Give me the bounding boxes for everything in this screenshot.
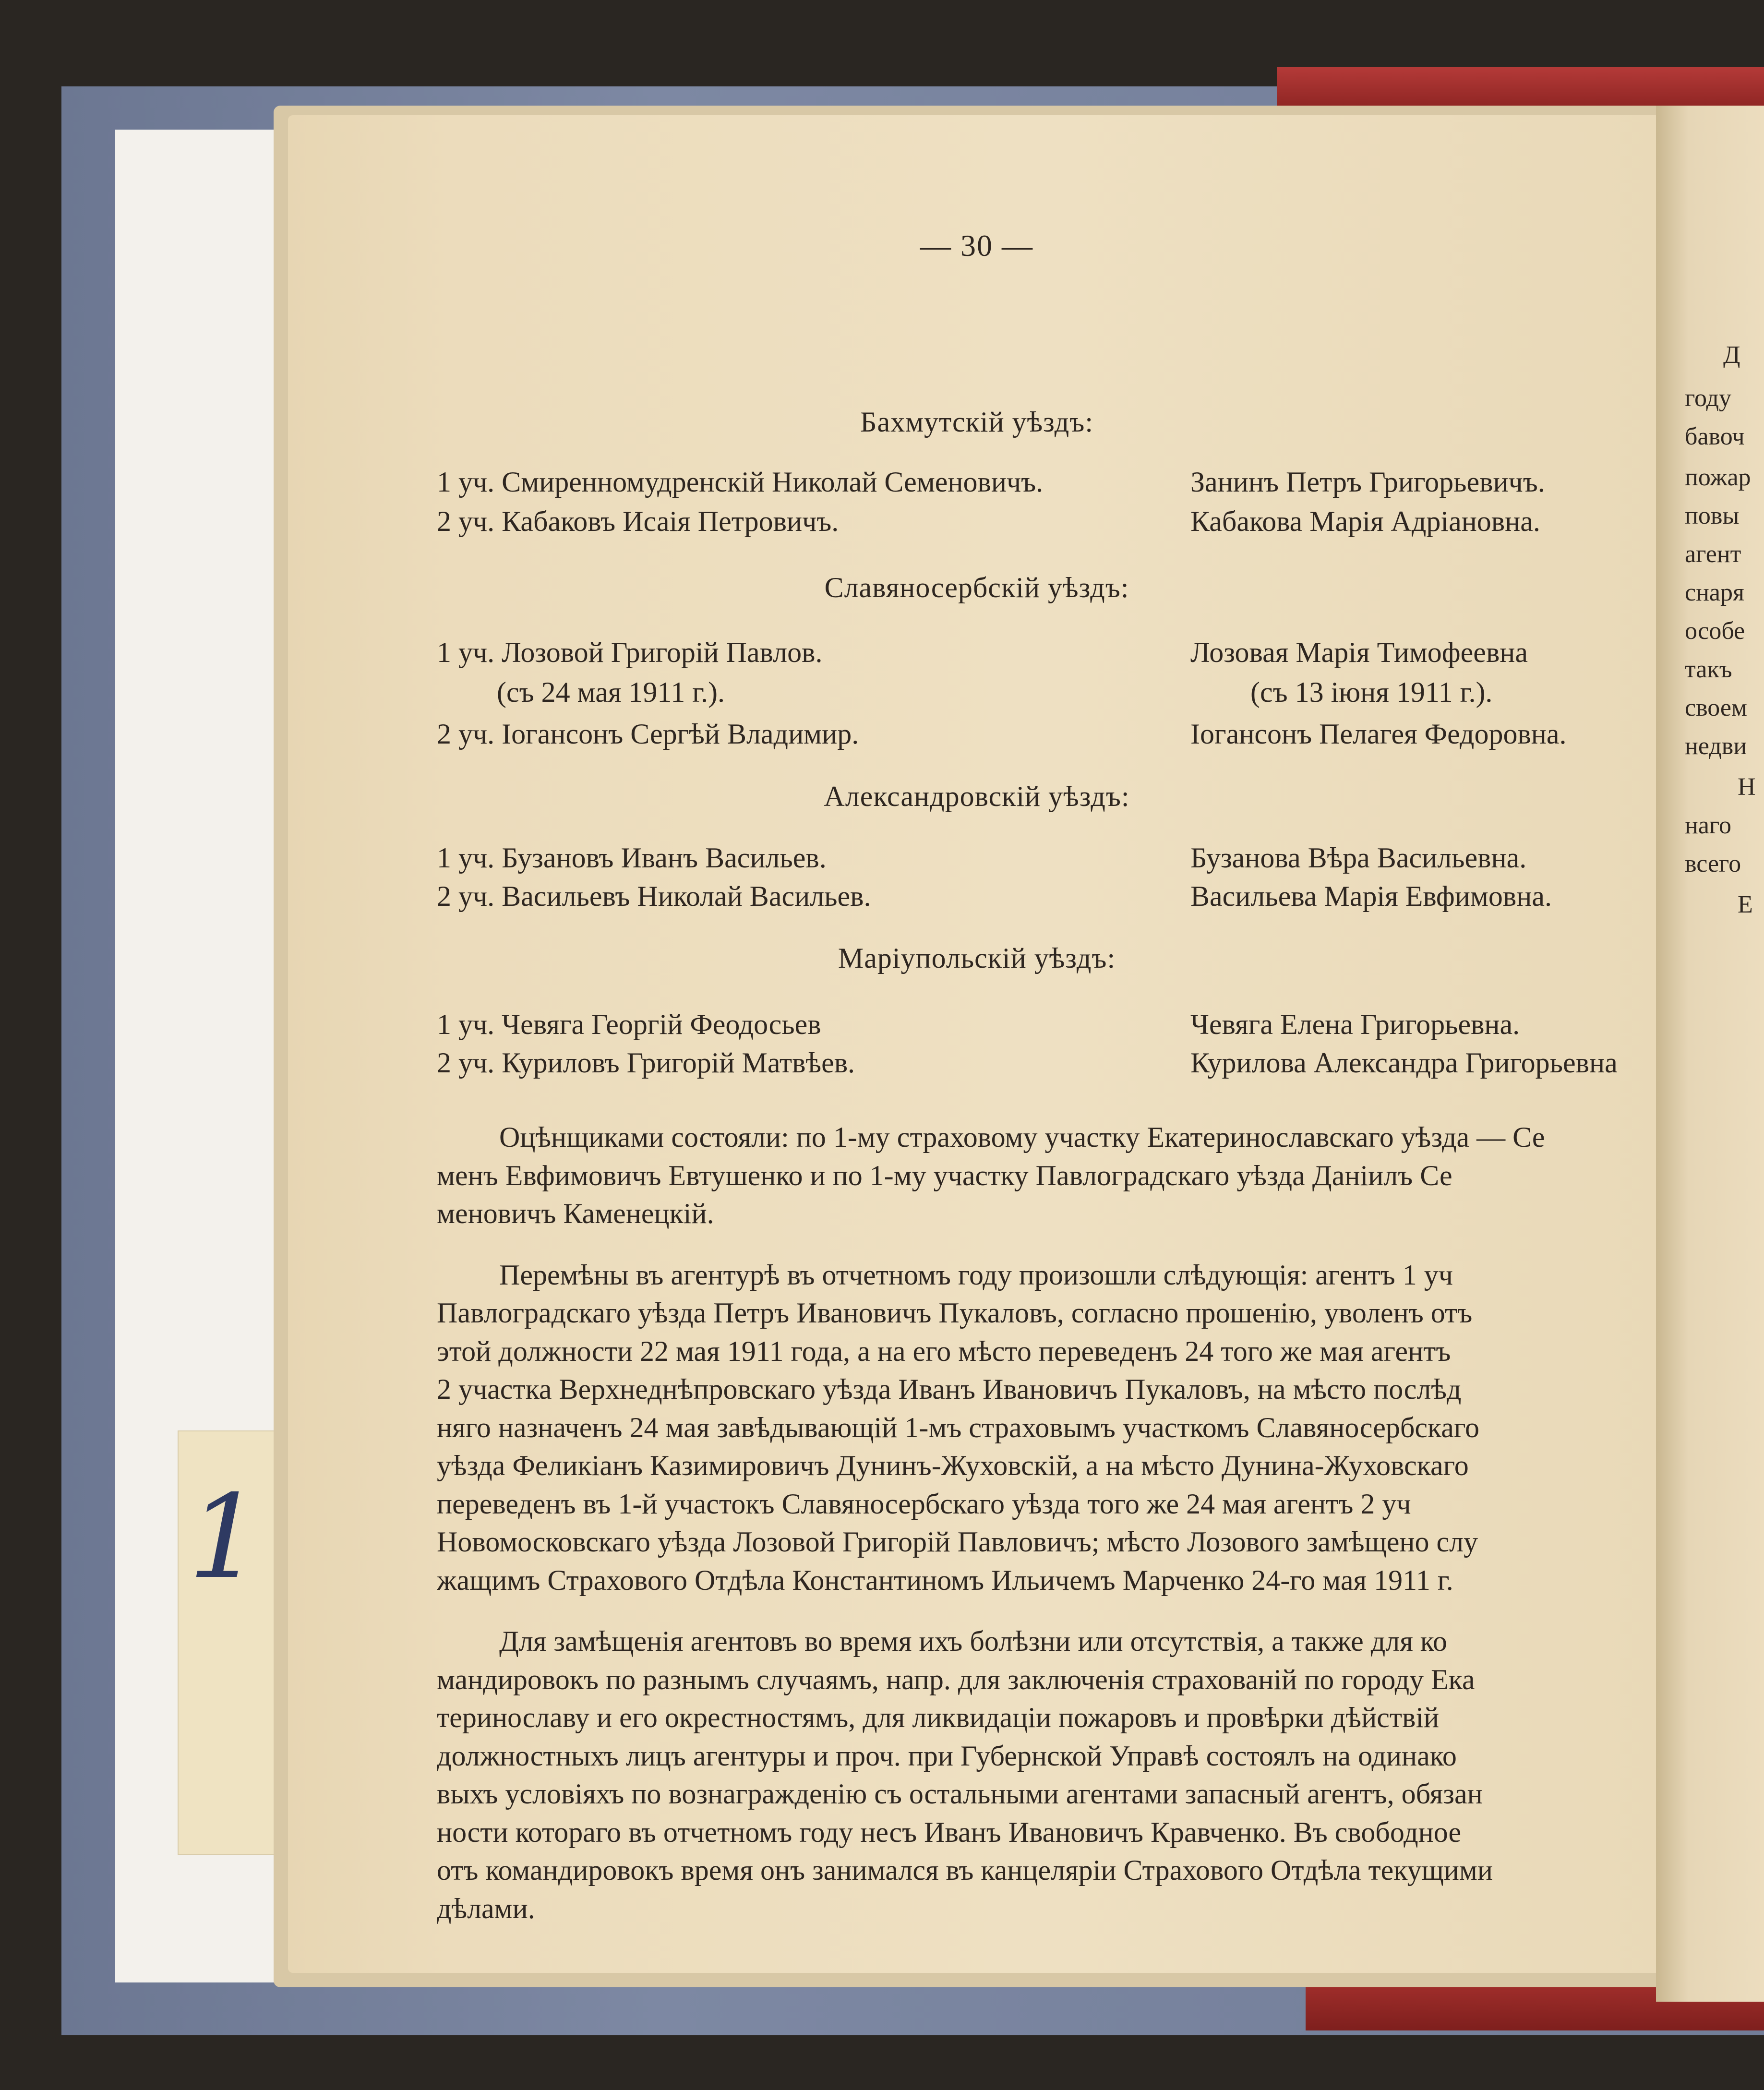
- text-line: няго назначенъ 24 мая завѣдывающій 1-мъ страховымъ участкомъ Славяносербскаго: [437, 1411, 1480, 1443]
- text-line: Для замѣщенія агентовъ во время ихъ болѣзни или отсутствія, а также для ко: [499, 1625, 1447, 1657]
- next-page-fragment: снаря: [1685, 579, 1744, 606]
- agent-right: Бузанова Вѣра Васильевна.: [1190, 842, 1527, 874]
- text-line: 2 участка Верхнеднѣпровскаго уѣзда Иванъ Ивановичъ Пукаловъ, на мѣсто послѣд: [437, 1373, 1462, 1405]
- agent-right: Васильева Марія Евфимовна.: [1190, 880, 1552, 912]
- text-line: выхъ условіяхъ по вознагражденію съ остальными агентами запасный агентъ, обязан: [437, 1778, 1483, 1810]
- agent-right: Чевяга Елена Григорьевна.: [1190, 1009, 1520, 1040]
- agent-row: [288, 1046, 1666, 1085]
- text-line: отъ командировокъ время онъ занимался въ канцеляріи Страхового Отдѣла текущими: [437, 1854, 1493, 1886]
- text-line: менъ Евфимовичъ Евтушенко и по 1-му участку Павлоградскаго уѣзда Даніилъ Се: [437, 1159, 1452, 1191]
- next-page-fragment: такъ: [1685, 656, 1732, 683]
- text-line: должностныхъ лицъ агентуры и проч. при Губернской Управѣ состоялъ на одинако: [437, 1740, 1457, 1772]
- text-line: мандировокъ по разнымъ случаямъ, напр. для заключенія страхованій по городу Ека: [437, 1663, 1475, 1695]
- agent-left: 2 уч. Куриловъ Григорій Матвѣев.: [437, 1047, 855, 1079]
- agent-left: 2 уч. Кабаковъ Исаія Петровичъ.: [437, 505, 839, 537]
- next-page-fragment: повы: [1685, 502, 1740, 529]
- paragraph: [437, 1118, 1666, 1233]
- agent-left: 1 уч. Лозовой Григорій Павлов.: [437, 637, 823, 668]
- text-line: ности котораго въ отчетномъ году несъ Иванъ Ивановичъ Кравченко. Въ свободное: [437, 1816, 1462, 1848]
- agent-row: [288, 880, 1666, 918]
- next-page-fragment: Н: [1738, 773, 1756, 801]
- next-page-fragment: своем: [1685, 694, 1747, 721]
- page-number: — 30 —: [920, 228, 1033, 263]
- text-line: этой должности 22 мая 1911 года, а на его мѣсто переведенъ 24 того же мая агентъ: [437, 1335, 1451, 1367]
- body-text: [437, 1118, 1666, 1951]
- text-line: дѣлами.: [437, 1892, 535, 1924]
- next-page-fragment: Е: [1738, 891, 1753, 918]
- agent-row: [288, 718, 1666, 756]
- agent-right: Лозовая Марія Тимофеевна: [1190, 637, 1528, 668]
- next-page-fragment: Д: [1723, 341, 1740, 369]
- district-heading: Маріупольскій уѣздъ:: [838, 942, 1116, 974]
- paragraph: [437, 1622, 1666, 1928]
- next-page-fragment: особе: [1685, 617, 1745, 645]
- agent-left: 2 уч. Васильевъ Николай Васильев.: [437, 880, 871, 912]
- agent-left: 1 уч. Смиренномудренскій Николай Семеновичъ.: [437, 466, 1044, 498]
- text-line: уѣзда Феликіанъ Казимировичъ Дунинъ-Жуховскій, а на мѣсто Дунина-Жуховскаго: [437, 1450, 1469, 1481]
- text-line: переведенъ въ 1-й участокъ Славяносербскаго уѣзда того же 24 мая агентъ 2 уч: [437, 1488, 1411, 1520]
- agent-right: Кабакова Марія Адріановна.: [1190, 505, 1540, 537]
- agent-row: [288, 841, 1666, 880]
- paragraph: [437, 1256, 1666, 1600]
- next-page-edge: [1656, 106, 1764, 2002]
- book-page: [288, 115, 1666, 1973]
- next-page-fragment: агент: [1685, 541, 1741, 568]
- agent-left: 1 уч. Чевяга Георгій Феодосьев: [437, 1009, 821, 1040]
- district-heading: Славяносербскій уѣздъ:: [824, 572, 1129, 603]
- agent-row: [288, 636, 1666, 674]
- district-heading: Александровскій уѣздъ:: [824, 781, 1130, 812]
- next-page-fragment: году: [1685, 384, 1731, 412]
- text-line: жащимъ Страхового Отдѣла Константиномъ Ильичемъ Марченко 24-го мая 1911 г.: [437, 1564, 1453, 1596]
- text-line: Перемѣны въ агентурѣ въ отчетномъ году произошли слѣдующія: агентъ 1 уч: [499, 1259, 1453, 1291]
- next-page-fragment: наго: [1685, 812, 1731, 839]
- next-page-fragment: недви: [1685, 733, 1747, 760]
- next-page-fragment: всего: [1685, 850, 1741, 877]
- text-line: Павлоградскаго уѣзда Петръ Ивановичъ Пукаловъ, согласно прошенію, уволенъ отъ: [437, 1297, 1473, 1329]
- text-line: меновичъ Каменецкій.: [437, 1198, 714, 1229]
- agent-row: [288, 676, 1666, 714]
- next-page-fragment: бавоч: [1685, 423, 1745, 450]
- index-card-handwritten-mark: 1: [188, 1470, 262, 1604]
- agent-left: (съ 24 мая 1911 г.).: [497, 676, 725, 708]
- agent-right: Занинъ Петръ Григорьевичъ.: [1190, 466, 1545, 498]
- agent-row: [288, 505, 1666, 543]
- agent-left: 2 уч. Іогансонъ Сергѣй Владимир.: [437, 718, 859, 750]
- agent-right: (съ 13 іюня 1911 г.).: [1250, 676, 1493, 708]
- text-line: Новомосковскаго уѣзда Лозовой Григорій Павловичъ; мѣсто Лозового замѣщено слу: [437, 1526, 1478, 1558]
- agent-row: [288, 466, 1666, 504]
- text-line: теринославу и его окрестностямъ, для ликвидаціи пожаровъ и провѣрки дѣйствій: [437, 1702, 1440, 1733]
- text-line: Оцѣнщиками состояли: по 1-му страховому участку Екатеринославскаго уѣзда — Се: [499, 1121, 1545, 1153]
- cover-red-spine-top: [1277, 67, 1764, 110]
- agent-right: Іогансонъ Пелагея Федоровна.: [1190, 718, 1567, 750]
- agent-row: [288, 1008, 1666, 1046]
- district-heading: Бахмутскій уѣздъ:: [860, 406, 1093, 438]
- agent-right: Курилова Александра Григорьевна: [1190, 1047, 1618, 1079]
- next-page-fragment: пожар: [1685, 464, 1751, 491]
- agent-left: 1 уч. Бузановъ Иванъ Васильев.: [437, 842, 827, 874]
